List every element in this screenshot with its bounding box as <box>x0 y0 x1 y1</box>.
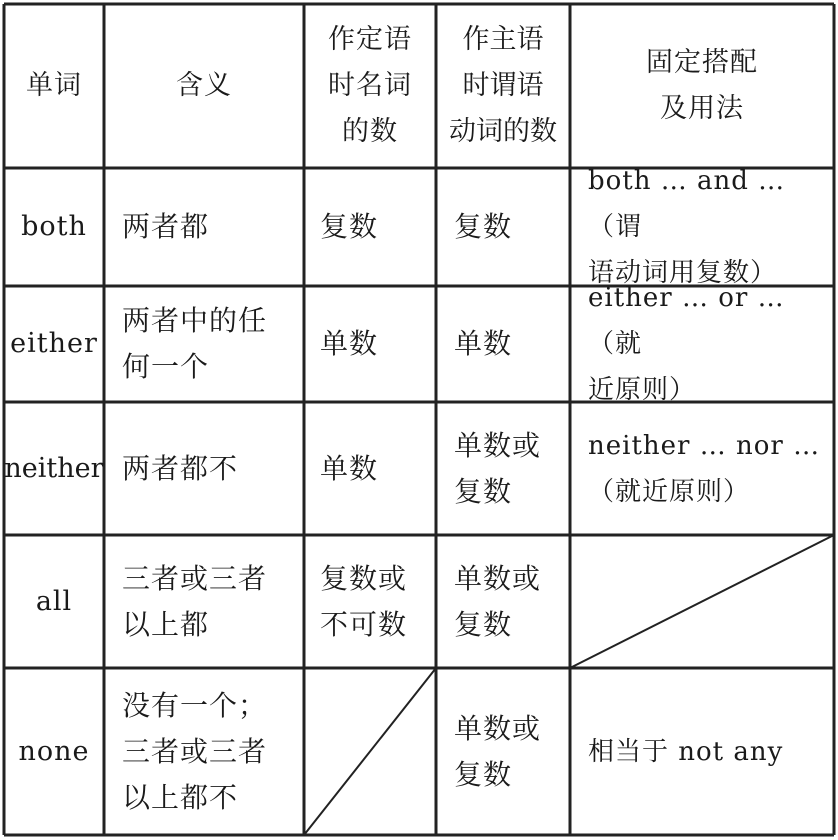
row-meaning-either: 两者中的任 何一个 <box>122 304 268 383</box>
row-word-all: all <box>35 585 73 617</box>
row-verb-both: 复数 <box>454 210 513 243</box>
row-verb-all: 单数或 复数 <box>454 561 542 641</box>
row-noun-none-empty <box>320 668 436 835</box>
header-meaning: 含义 <box>176 70 232 101</box>
row-meaning-neither: 两者都不 <box>122 451 239 485</box>
row-verb-either: 单数 <box>454 327 513 360</box>
row-verb-none: 单数或 复数 <box>454 711 542 791</box>
row-usage-neither: neither … nor … （就近原则） <box>588 430 821 507</box>
row-verb-neither: 单数或 复数 <box>454 428 542 508</box>
header-word: 单词 <box>26 70 82 101</box>
row-meaning-all: 三者或三者 以上都 <box>122 561 268 641</box>
row-meaning-both: 两者都 <box>122 210 210 243</box>
row-usage-either: either … or …（就 近原则） <box>588 283 785 405</box>
row-word-either: either <box>10 328 98 359</box>
row-word-both: both <box>21 211 87 242</box>
header-verb-number: 作主语 时谓语 动词的数 <box>449 24 557 147</box>
row-noun-both: 复数 <box>320 210 379 243</box>
header-usage: 固定搭配 及用法 <box>646 47 758 124</box>
row-noun-either: 单数 <box>320 327 379 360</box>
row-meaning-none: 没有一个； 三者或三者 以上都不 <box>122 688 268 814</box>
row-usage-none: 相当于 not any <box>588 736 784 767</box>
row-usage-both: both … and …（谓 语动词用复数） <box>588 166 786 288</box>
row-usage-all-empty <box>588 535 834 668</box>
row-word-neither: neither <box>4 452 104 484</box>
header-noun-number: 作定语 时名词 的数 <box>328 24 412 147</box>
row-noun-neither: 单数 <box>320 451 379 485</box>
row-noun-all: 复数或 不可数 <box>320 561 408 641</box>
row-word-none: none <box>18 735 90 767</box>
